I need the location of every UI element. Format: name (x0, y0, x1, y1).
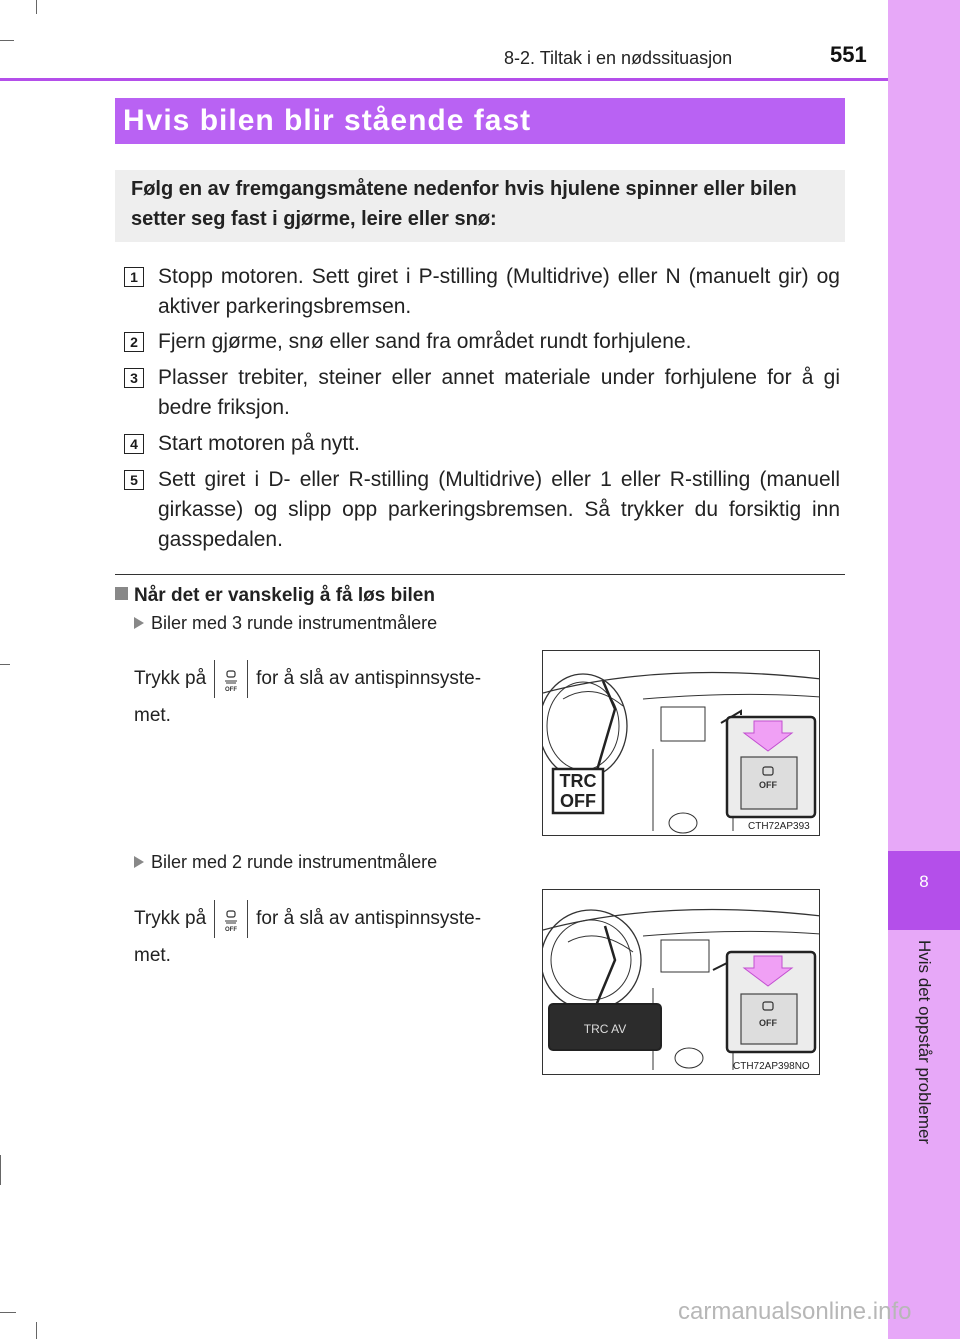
instruction-text: Trykk på OFF for å slå av antispinnsyste- met. (134, 660, 524, 734)
chapter-title: Hvis det oppstår problemer (915, 940, 934, 1145)
svg-text:OFF: OFF (759, 1018, 777, 1028)
step-number: 2 (124, 332, 144, 352)
figure-dashboard-2-gauges (542, 889, 820, 1075)
step-2 (124, 327, 840, 357)
svg-text:OFF: OFF (225, 687, 238, 693)
square-bullet-icon (115, 587, 128, 600)
intro-box: Følg en av fremgangsmåtene nedenfor hvis hjulene spinner eller bilen setter seg fast i gjørme, leire eller snø: (115, 170, 845, 242)
step-text: Plasser trebiter, steiner eller annet materiale under forhjulene for å gi bedre friksjon. (158, 366, 840, 419)
step-text: Start motoren på nytt. (158, 432, 360, 455)
figure-dashboard-3-gauges (542, 650, 820, 836)
watermark: carmanualsonline.info (678, 1298, 912, 1325)
step-number: 4 (124, 434, 144, 454)
step-1 (124, 262, 840, 322)
step-3 (124, 363, 840, 423)
page-title: Hvis bilen blir stående fast (115, 98, 845, 144)
triangle-bullet-icon (134, 617, 144, 629)
step-number: 1 (124, 267, 144, 287)
svg-text:OFF: OFF (759, 780, 777, 790)
svg-text:TRCOFF: TRC OFF (559, 771, 597, 811)
subsection-heading: Når det er vanskelig å få løs bilen (115, 585, 435, 607)
figure-code: CTH72AP393 (748, 821, 810, 832)
variant-label: Biler med 3 runde instrumentmålere (134, 613, 437, 634)
svg-text:TRC AV: TRC AV (583, 1022, 627, 1036)
triangle-bullet-icon (134, 856, 144, 868)
variant-label: Biler med 2 runde instrumentmålere (134, 852, 437, 873)
figure-code: CTH72AP398NO (733, 1061, 810, 1072)
step-text: Sett giret i D- eller R-stilling (Multidrive) eller 1 eller R-stilling (manuell girkasse) og slipp opp parkeringsbremsen. Så trykker du forsiktig inn gasspedalen. (158, 468, 840, 551)
section-label: 8-2. Tiltak i en nødssituasjon (504, 48, 733, 68)
step-number: 3 (124, 368, 144, 388)
header-rule (0, 78, 888, 81)
crop-mark (0, 664, 10, 665)
step-number: 5 (124, 470, 144, 490)
trc-off-button-icon (214, 900, 248, 938)
crop-mark (36, 1322, 37, 1339)
crop-mark (0, 40, 14, 41)
step-text: Fjern gjørme, snø eller sand fra området rundt forhjulene. (158, 330, 692, 353)
step-text: Stopp motoren. Sett giret i P-stilling (Multidrive) eller N (manuelt gir) og aktiver parkeringsbremsen. (158, 265, 840, 318)
section-divider (115, 574, 845, 575)
crop-mark (0, 1155, 1, 1185)
page-number: 551 (830, 42, 867, 67)
svg-text:OFF: OFF (225, 927, 238, 933)
step-4 (124, 429, 840, 459)
step-5 (124, 465, 840, 555)
crop-mark (36, 0, 37, 14)
trc-off-button-icon (214, 660, 248, 698)
chapter-number: 8 (919, 872, 929, 891)
crop-mark (0, 1312, 16, 1313)
instruction-text: Trykk på OFF for å slå av antispinnsyste- met. (134, 900, 524, 974)
